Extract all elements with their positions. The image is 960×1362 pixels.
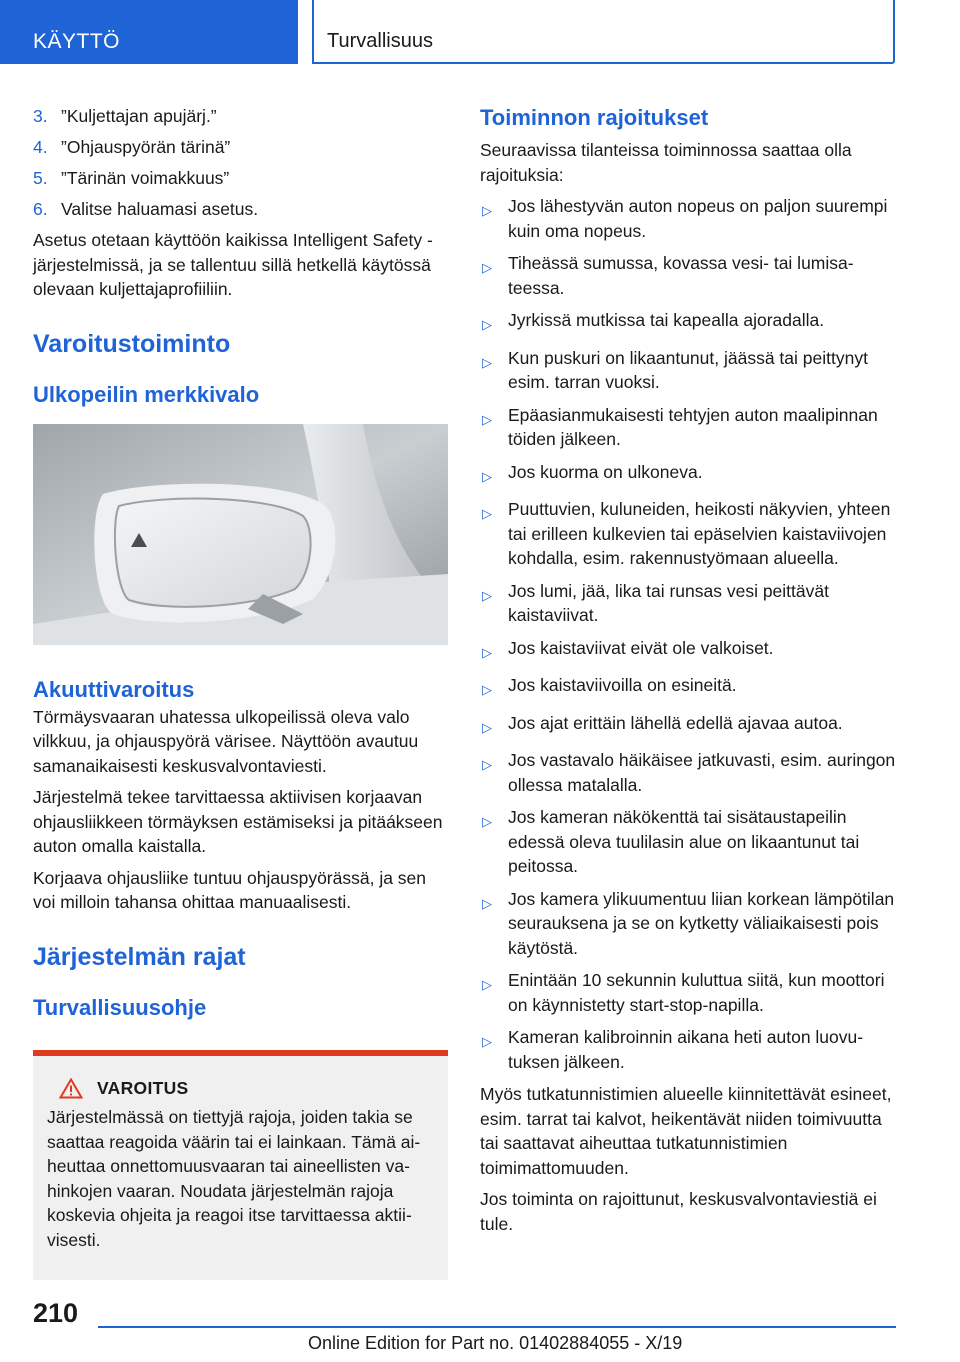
list-item [480, 308, 896, 338]
list-item [33, 166, 448, 190]
bullet-triangle-icon: ▷ [482, 411, 492, 427]
header-section-label: KÄYTTÖ [33, 30, 121, 53]
list-text: Jyrkissä mutkissa tai kapealla ajoradalla. [508, 310, 825, 330]
list-item [480, 968, 896, 1017]
list-item [480, 887, 896, 961]
list-item [480, 251, 896, 300]
list-text: Jos kaistaviivat eivät ole valkoiset. [508, 637, 774, 658]
list-text: Jos kaistaviivoilla on esineitä. [508, 675, 737, 695]
list-text: Jos lähestyvän auton nopeus on paljon suurempi kuin oma nopeus. [508, 196, 888, 241]
bullet-triangle-icon: ▷ [482, 354, 492, 370]
restrictions-heading: Toiminnon rajoitukset [480, 105, 709, 130]
bullet-triangle-icon: ▷ [482, 587, 492, 603]
list-text: Jos kameran näkökenttä tai sisätaustapeilin edessä oleva tuulilasin alue on likaantunut tai peitossa. [508, 807, 860, 876]
list-item [480, 346, 896, 395]
system-limits-title: Järjestelmän rajat [33, 942, 246, 971]
bullet-triangle-icon: ▷ [482, 203, 492, 218]
bullet-triangle-icon: ▷ [482, 260, 492, 275]
list-text: Epäasianmukaisesti tehtyjen auton maalipinnan töiden jälkeen. [508, 404, 878, 449]
list-text: Valitse haluamasi asetus. [61, 199, 259, 219]
restrictions-list [480, 194, 896, 1074]
list-text: ”Kuljettajan apujärj.” [61, 106, 217, 126]
setting-note: Asetus otetaan käyttöön kaikissa Intelligent Safety -järjestelmissä, ja se tallentuu sillä hetkellä käytössä olevaan kuljettajaprofiiliin. [33, 230, 433, 299]
page-number: 210 [33, 1298, 79, 1328]
header-chapter-label: Turvallisuus [327, 30, 433, 52]
paragraph: Törmäysvaaran uhatessa ulkopeilissä oleva valo vilkkuu, ja ohjauspyörä värisee. Näyttöön avautuu samanaikaisesti keskusvalvontaviesti. [33, 706, 419, 776]
bullet-triangle-icon: ▷ [482, 757, 492, 772]
bullet-triangle-icon: ▷ [482, 682, 492, 697]
list-item [480, 748, 896, 797]
mirror-indicator-heading: Ulkopeilin merkkivalo [33, 381, 260, 407]
warning-triangle-icon [59, 1078, 83, 1099]
bullet-triangle-icon: ▷ [482, 468, 492, 484]
list-item [480, 1025, 896, 1074]
list-text: Kun puskuri on likaantunut, jäässä tai peittynyt esim. tarran vuoksi. [508, 347, 868, 392]
list-item [480, 403, 896, 452]
list-text: ”Tärinän voimakkuus” [61, 168, 230, 188]
list-item [33, 135, 448, 159]
bullet-triangle-icon: ▷ [482, 977, 492, 992]
list-item [480, 194, 896, 243]
list-text: Enintään 10 sekunnin kuluttua siitä, kun moottori on käynnistetty start-stop-napilla. [508, 970, 885, 1015]
list-item [480, 579, 896, 628]
footer-divider [98, 1326, 896, 1328]
footer-edition: Online Edition for Part no. 01402884055 - X/19 [308, 1333, 683, 1353]
list-item [480, 460, 896, 490]
paragraph: Järjestelmä tekee tarvittaessa aktiivisen korjaavan ohjausliikkeen törmäyksen estämiseksi ja pitäákseen auton omalla kaistalla. [33, 787, 443, 856]
list-number: 6. [33, 199, 48, 219]
list-item [480, 673, 896, 703]
header-section-tab [0, 0, 298, 64]
paragraph: Myös tutkatunnistimien alueelle kiinnitettävät esineet, esim. tarrat tai kalvot, heikentävät niiden toimivuutta tai saattavat aiheuttaa tutkatunnistimien toimimattomuuden. [480, 1084, 892, 1178]
paragraph: Jos toiminta on rajoittunut, keskusvalvontaviestiä ei tule. [480, 1189, 877, 1234]
right-column [480, 104, 896, 1243]
warning-box [33, 1050, 448, 1280]
bullet-triangle-icon: ▷ [482, 895, 492, 911]
warning-text: Järjestelmässä on tiettyjä rajoja, joiden takia se saattaa reagoida väärin tai ei lainkaan. Tämä aiheuttaa onnettomuusvaaran tai aineellisten vahinkojen vaaran. Noudata järjestelmän rajoja koskevia ohjeita ja reagoi itse tarvittaessa aktiivisesti. [47, 1107, 421, 1250]
mirror-indicator-image [33, 424, 448, 645]
list-item [480, 805, 896, 879]
bullet-triangle-icon: ▷ [482, 644, 492, 660]
restrictions-intro: Seuraavissa tilanteissa toiminnossa saattaa olla rajoituksia: [480, 140, 852, 185]
list-text: Jos kuorma on ulkoneva. [508, 461, 703, 482]
bullet-triangle-icon: ▷ [482, 506, 492, 521]
header-chapter-tab [312, 0, 895, 64]
list-text: Jos lumi, jää, lika tai runsas vesi peittävät kaistaviivat. [508, 580, 829, 625]
list-number: 5. [33, 168, 48, 188]
list-text: Jos kamera ylikuumentuu liian korkean lämpötilan seurauksena ja se on kytketty väliaikaisesti pois käytöstä. [508, 888, 895, 958]
list-number: 3. [33, 106, 48, 126]
list-text: Jos vastavalo häikäisee jatkuvasti, esim. auringon ollessa matalalla. [508, 750, 896, 795]
list-text: ”Ohjauspyörän tärinä” [61, 137, 231, 157]
warning-title-text: VAROITUS [97, 1078, 189, 1098]
safety-note-heading: Turvallisuusohje [33, 994, 207, 1020]
list-item [33, 197, 448, 221]
warning-function-title: Varoitustoiminto [33, 329, 231, 358]
list-text: Jos ajat erittäin lähellä edellä ajavaa autoa. [508, 712, 843, 733]
bullet-triangle-icon: ▷ [482, 719, 492, 735]
paragraph: Korjaava ohjausliike tuntuu ohjauspyörässä, ja sen voi milloin tahansa ohittaa manuaalisesti. [33, 867, 427, 912]
list-item [480, 636, 896, 666]
list-item [33, 104, 448, 128]
list-item [480, 497, 896, 571]
list-number: 4. [33, 137, 48, 157]
side-mirror-icon [33, 424, 448, 645]
left-column [33, 104, 448, 1023]
list-text: Tiheässä sumussa, kovassa vesi- tai lumisateessa. [508, 253, 854, 298]
bullet-triangle-icon: ▷ [482, 317, 492, 332]
bullet-triangle-icon: ▷ [482, 1034, 492, 1049]
bullet-triangle-icon: ▷ [482, 814, 492, 829]
warning-title [47, 1078, 434, 1099]
list-text: Kameran kalibroinnin aikana heti auton luovutuksen jälkeen. [508, 1027, 864, 1072]
acoustic-warning-heading: Akuuttivaroitus [33, 676, 195, 702]
list-text: Puuttuvien, kuluneiden, heikosti näkyvien, yhteen tai erilleen kulkevien tai epäselvien kaistaviivojen kohdalla, esim. rakennustyömaan alueella. [508, 499, 891, 568]
list-item [480, 711, 896, 741]
